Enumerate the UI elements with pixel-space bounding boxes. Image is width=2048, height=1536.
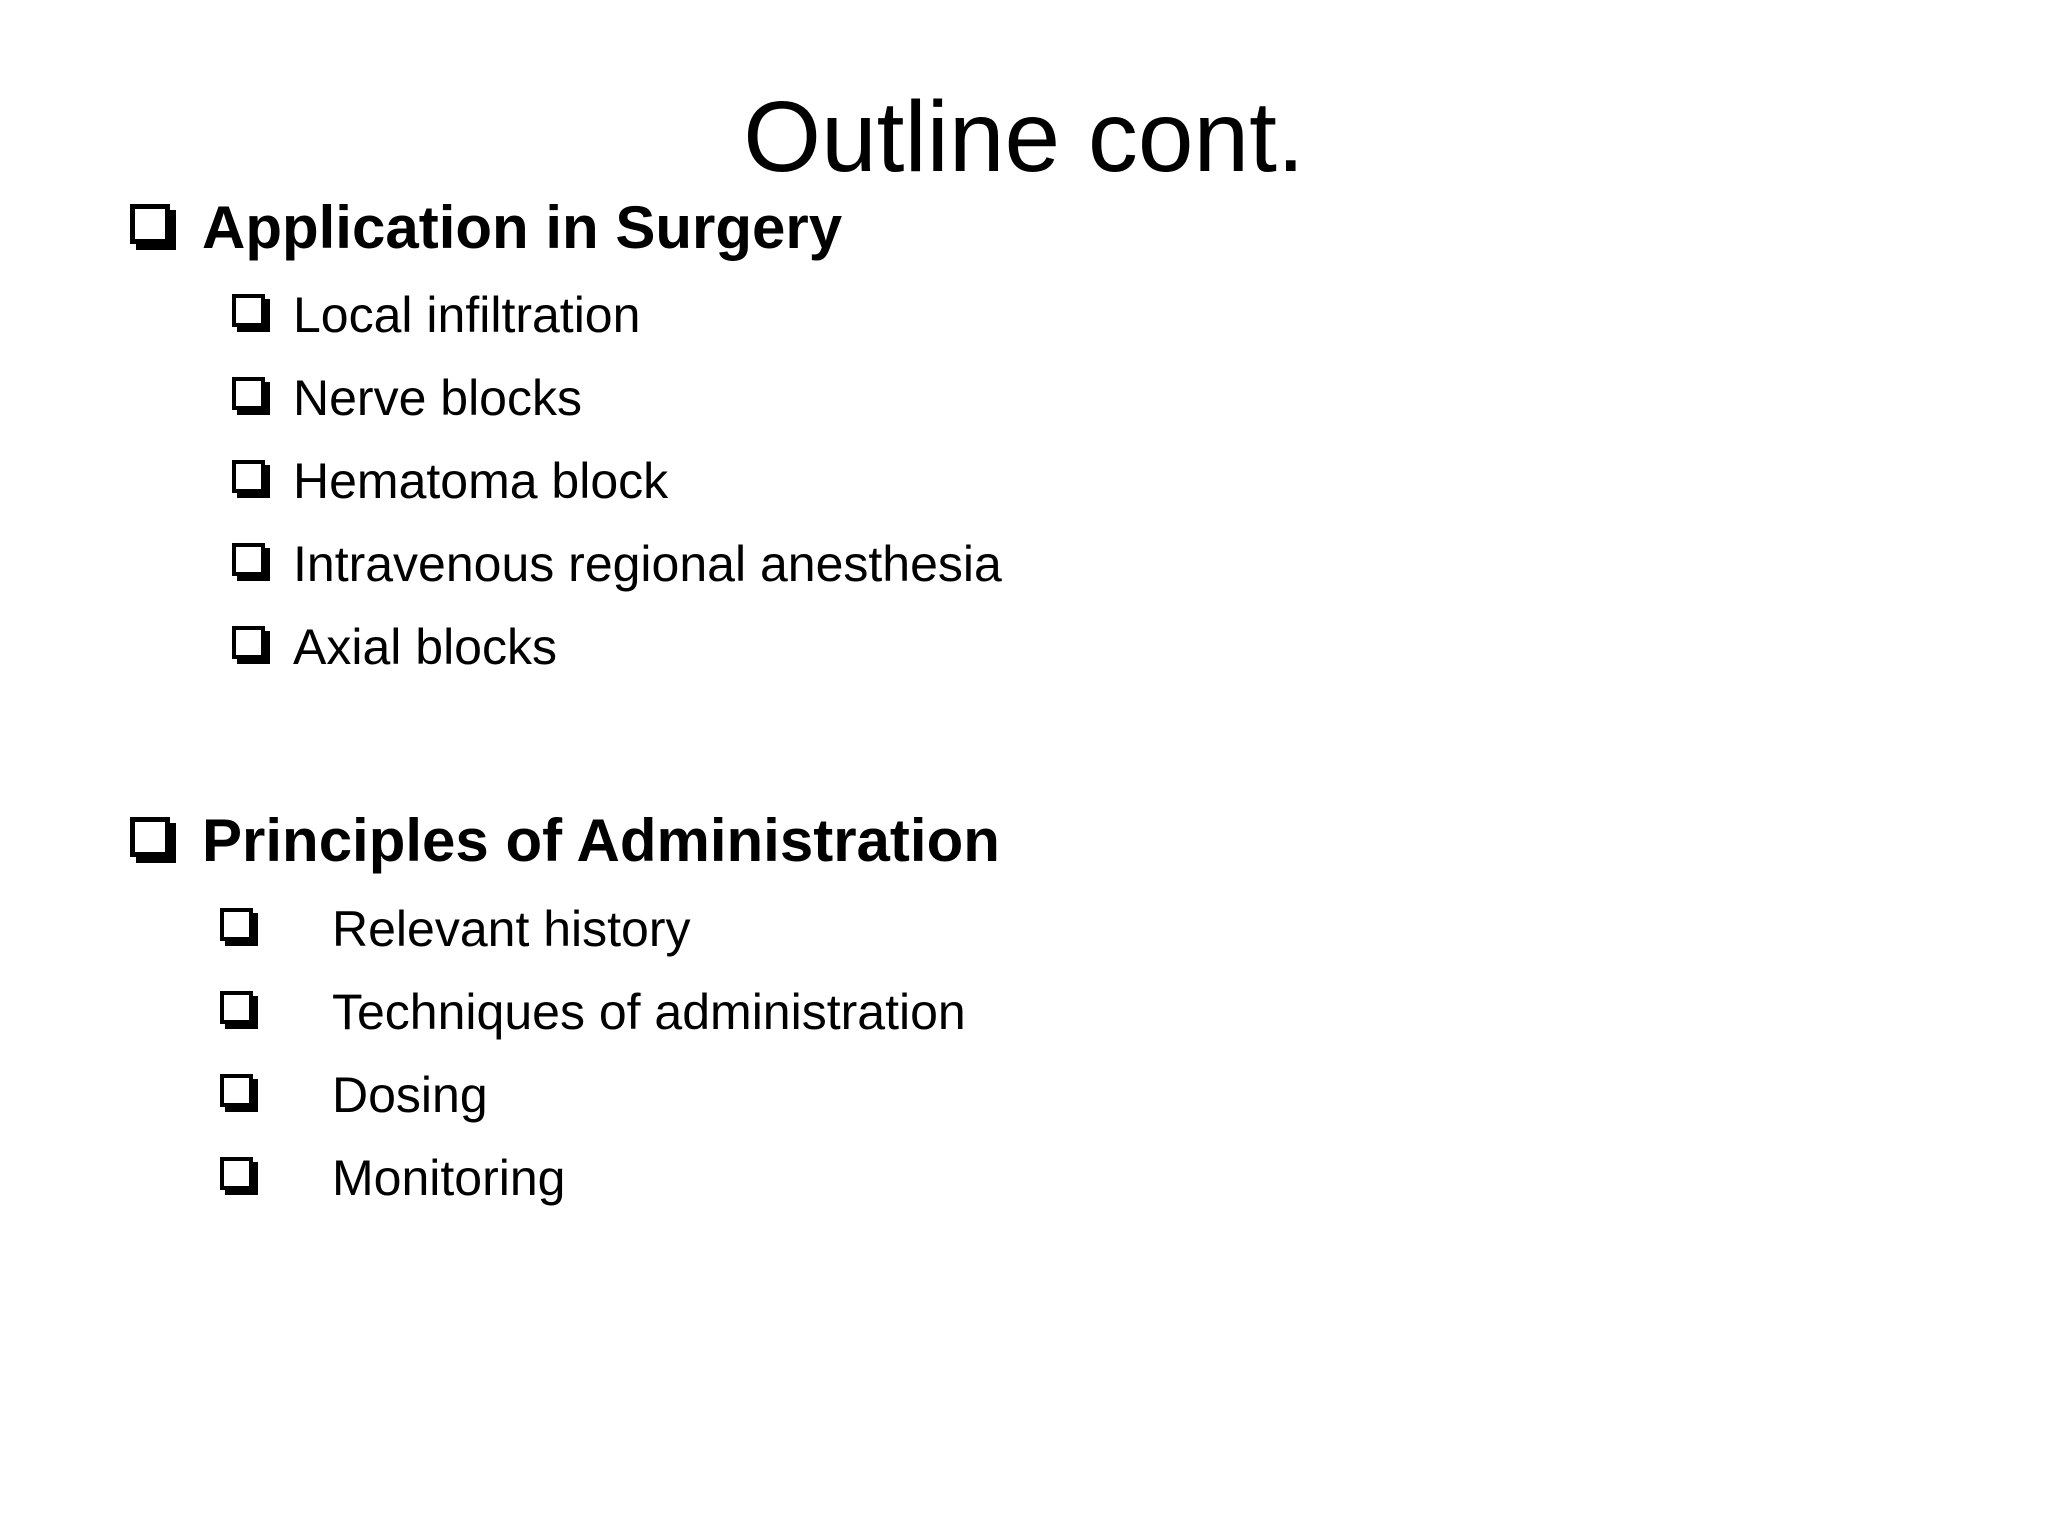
- section-heading-label: Application in Surgery: [202, 194, 843, 261]
- list-item-label: Axial blocks: [293, 619, 557, 675]
- checkbox-square-icon: [220, 1074, 258, 1112]
- list-item-label: Techniques of administration: [332, 984, 966, 1040]
- list-item-label: Intravenous regional anesthesia: [293, 536, 1002, 592]
- list-item-label: Dosing: [332, 1067, 488, 1123]
- checkbox-square-icon: [220, 1157, 258, 1195]
- checkbox-square-icon: [220, 991, 258, 1029]
- checkbox-square-icon: [130, 817, 176, 863]
- section-heading-label: Principles of Administration: [202, 807, 1000, 874]
- list-item-label: Hematoma block: [293, 453, 669, 509]
- checkbox-square-icon: [220, 908, 258, 946]
- checkbox-square-icon: [232, 543, 270, 581]
- list-item-label: Relevant history: [332, 901, 691, 957]
- slide-title: Outline cont.: [743, 81, 1305, 193]
- checkbox-square-icon: [232, 294, 270, 332]
- list-item-label: Nerve blocks: [293, 370, 582, 426]
- list-item-label: Monitoring: [332, 1150, 566, 1206]
- list-item-label: Local infiltration: [293, 287, 641, 343]
- checkbox-square-icon: [232, 377, 270, 415]
- checkbox-square-icon: [130, 204, 176, 250]
- checkbox-square-icon: [232, 626, 270, 664]
- checkbox-square-icon: [232, 460, 270, 498]
